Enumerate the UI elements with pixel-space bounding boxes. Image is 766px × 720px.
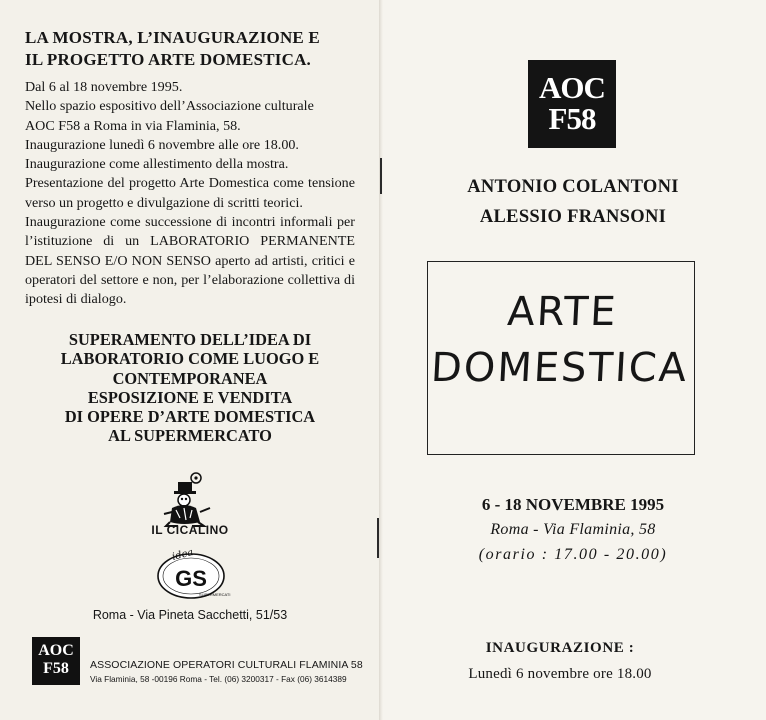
cicalino-label: IL CICALINO	[151, 523, 229, 537]
intro-line: AOC F58 a Roma in via Flaminia, 58.	[25, 117, 241, 134]
exhibition-hours: (orario : 17.00 - 20.00)	[478, 546, 668, 563]
left-title-line: IL PROGETTO ARTE DOMESTICA.	[25, 50, 311, 69]
inauguration-paragraph: Inaugurazione come successione di incontri informali per l’istituzione di un LABORATORIO PERMANENTE DEL SENSO E/O NON SENSO aperto ad artisti, critici e operatori del settore e non, per l’elaborazione collettiva di ipotesi di dialogo.	[25, 214, 355, 308]
gs-logo-ring-text: SUPERMERCATI	[199, 592, 231, 597]
manifesto-line: DI OPERE D’ARTE DOMESTICA	[64, 407, 316, 427]
title-frame	[427, 261, 695, 455]
exhibition-title-line: ARTE	[506, 289, 619, 335]
artist-name: ANTONIO COLANTONI	[467, 177, 679, 197]
exhibition-title-line: DOMESTICA	[429, 345, 690, 391]
sponsor-address: Roma - Via Pineta Sacchetti, 51/53	[92, 608, 288, 622]
left-body	[25, 78, 355, 310]
gs-logo-top-text: idea	[171, 547, 195, 563]
artists-block	[400, 172, 746, 232]
aoc-f58-small-logo	[32, 637, 80, 685]
exhibition-dates: 6 - 18 NOVEMBRE 1995	[481, 495, 665, 514]
association-info	[90, 659, 370, 684]
manifesto-block	[20, 330, 360, 446]
inauguration-label: INAUGURAZIONE :	[485, 640, 635, 656]
manifesto-line: SUPERAMENTO DELL’IDEA DI	[68, 330, 312, 349]
aoc-small-line: F58	[43, 660, 69, 677]
manifesto-line: LABORATORIO COME LUOGO E	[60, 349, 320, 369]
fold-mark-bottom	[377, 518, 379, 558]
presentation-paragraph: Presentazione del progetto Arte Domestica come tensione verso un progetto e divulgazione di scritti teorici.	[25, 175, 355, 211]
intro-line: Dal 6 al 18 novembre 1995.	[25, 79, 183, 95]
manifesto-line: CONTEMPORANEA	[112, 368, 268, 388]
center-fold	[379, 0, 383, 720]
aoc-logo-line: AOC	[539, 70, 605, 105]
intro-line: Nello spazio espositivo dell’Associazione culturale	[25, 98, 314, 115]
manifesto-line: ESPOSIZIONE E VENDITA	[87, 387, 293, 407]
intro-line: Inaugurazione lunedì 6 novembre alle ore 18.00.	[25, 136, 299, 153]
fold-mark-top	[380, 158, 382, 194]
left-title	[25, 27, 365, 71]
aoc-f58-logo	[528, 60, 616, 148]
left-title-line: LA MOSTRA, L’INAUGURAZIONE E	[25, 28, 320, 47]
artist-name: ALESSIO FRANSONI	[479, 207, 667, 227]
association-name: ASSOCIAZIONE OPERATORI CULTURALI FLAMINIA 58	[90, 659, 363, 671]
aoc-small-line: AOC	[38, 642, 74, 659]
gs-supermercati-logo-icon	[155, 547, 231, 600]
manifesto-line: AL SUPERMERCATO	[108, 426, 272, 446]
association-contact: Via Flaminia, 58 -00196 Roma - Tel. (06) 3200317 - Fax (06) 3614389	[90, 674, 347, 684]
aoc-logo-line: F58	[548, 101, 596, 136]
intro-line: Inaugurazione come allestimento della mostra.	[25, 156, 289, 173]
exhibition-place: Roma - Via Flaminia, 58	[490, 521, 656, 538]
gs-logo-main-text: GS	[175, 566, 207, 591]
inauguration-date: Lunedì 6 novembre ore 18.00	[468, 666, 652, 682]
exhibition-title	[425, 284, 697, 396]
